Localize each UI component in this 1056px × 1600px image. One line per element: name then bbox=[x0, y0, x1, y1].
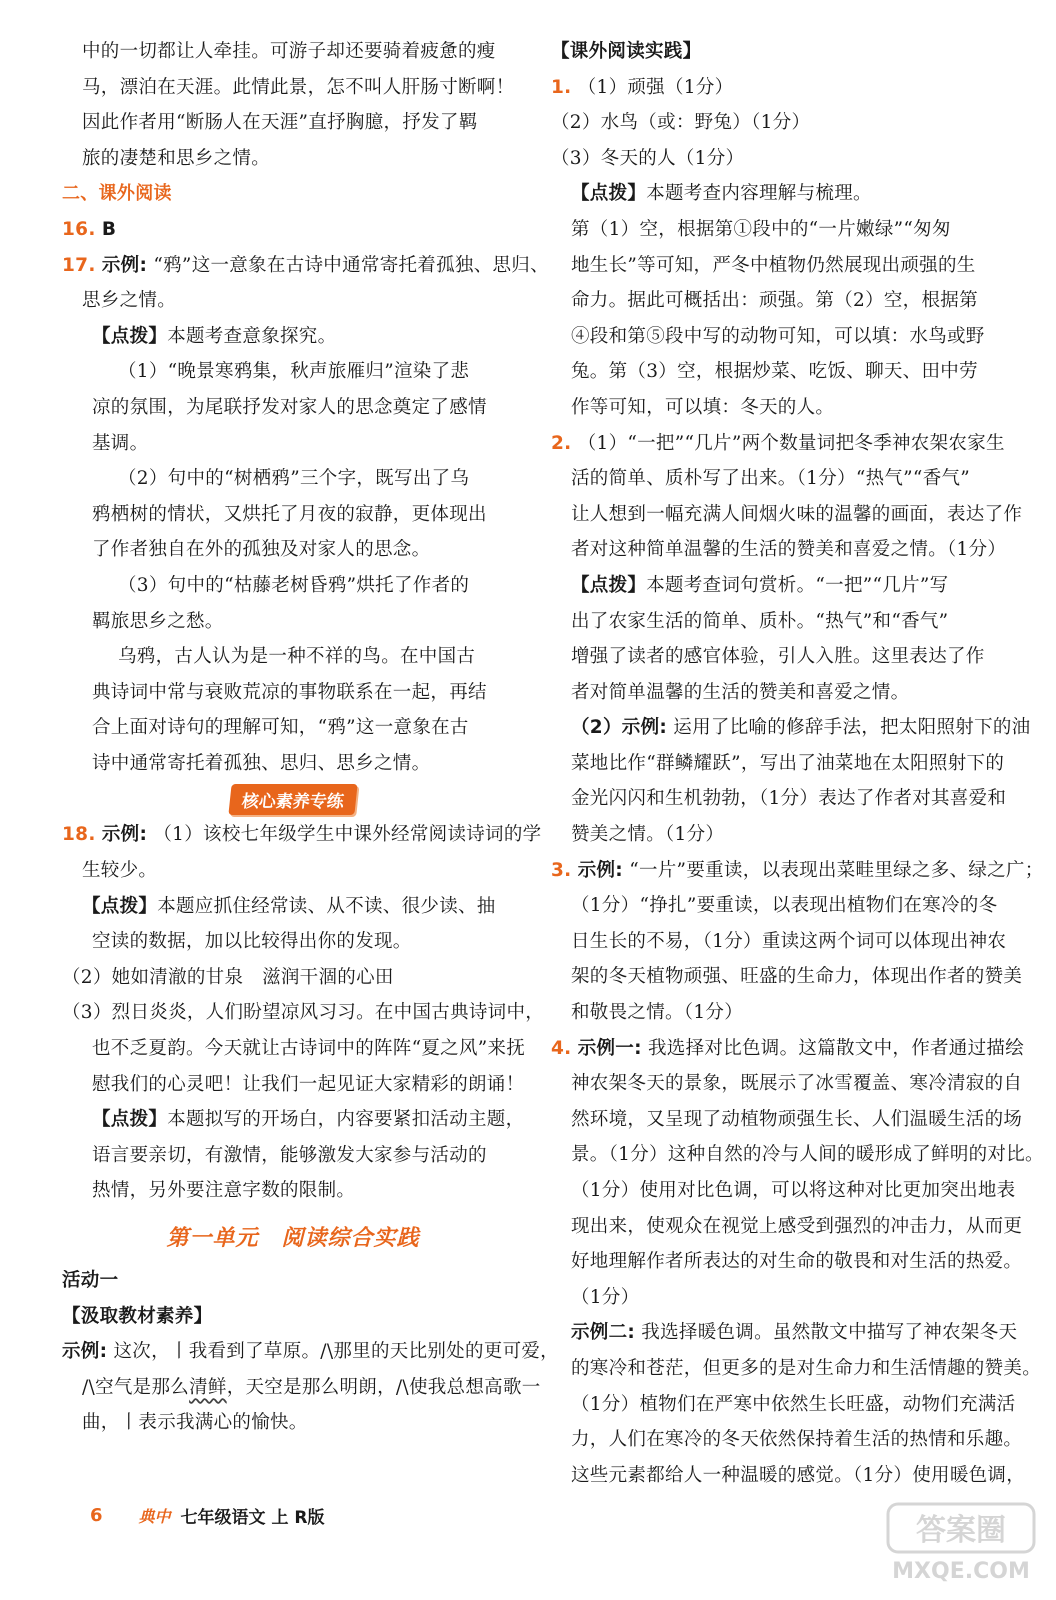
tip-label: 【点拨】 bbox=[571, 574, 647, 596]
text-line: 乌鸦，古人认为是一种不祥的鸟。在中国古 bbox=[118, 646, 476, 668]
tip-text: 本题应抓住经常读、从不读、很少读、抽 bbox=[157, 895, 496, 917]
subsection-heading: 【汲取教材素养】 bbox=[62, 1305, 213, 1327]
question-17 bbox=[62, 248, 549, 284]
page-number: 6 bbox=[90, 1504, 103, 1526]
text-line: （3）句中的“枯藤老树昏鸦”烘托了作者的 bbox=[118, 574, 470, 596]
text-line: 增强了读者的感官体验，引人入胜。这里表达了作 bbox=[571, 646, 985, 668]
example-label: 示例: bbox=[101, 824, 148, 846]
example-text: 我选择暖色调。虽然散文中描写了神农架冬天 bbox=[641, 1322, 1018, 1344]
text-line: 因此作者用“断肠人在天涯”直抒胸臆，抒发了羁 bbox=[82, 112, 478, 134]
watermark-bottom: MXQE.COM bbox=[892, 1559, 1030, 1584]
text-line: 了作者独自在外的孤独及对家人的思念。 bbox=[92, 539, 431, 561]
example-line bbox=[62, 1334, 559, 1370]
text-line: 热情，另外要注意字数的限制。 bbox=[92, 1180, 356, 1202]
page-footer bbox=[90, 1498, 324, 1532]
text-line: 菜地比作“群鳞耀跃”，写出了油菜地在太阳照射下的 bbox=[571, 752, 1005, 774]
question-1 bbox=[551, 70, 1013, 106]
text-line: （2）她如清澈的甘泉 滋润干涸的心田 bbox=[62, 966, 394, 988]
text-line: 语言要亲切，有激情，能够激发大家参与活动的 bbox=[92, 1144, 487, 1166]
text-line: 活的简单、质朴写了出来。（1分）“热气”“香气” bbox=[571, 468, 971, 490]
example-text: /\空气是那么 bbox=[82, 1376, 190, 1398]
tip-line bbox=[62, 1102, 524, 1138]
answer: B bbox=[101, 218, 117, 240]
answer-text: 我选择对比色调。这篇散文中，作者通过描绘 bbox=[648, 1037, 1025, 1059]
text-line: （2）水鸟（或：野兔）（1分） bbox=[551, 112, 811, 134]
unit-title: 第一单元 阅读综合实践 bbox=[166, 1225, 420, 1251]
example-text: 运用了比喻的修辞手法，把太阳照射下的油 bbox=[673, 717, 1031, 739]
question-number: 2. bbox=[551, 432, 572, 454]
text-line: 生较少。 bbox=[82, 860, 158, 882]
example-line bbox=[551, 1315, 1018, 1351]
text-line: 典诗词中常与衰败荒凉的事物联系在一起，再结 bbox=[92, 681, 487, 703]
tip-label: 【点拨】 bbox=[82, 895, 158, 917]
text-line: 命力。据此可概括出：顽强。第（2）空，根据第 bbox=[571, 290, 978, 312]
text-line: 思乡之情。 bbox=[82, 290, 177, 312]
watermark-logo bbox=[886, 1502, 1036, 1584]
answer-text: “鸦”这一意象在古诗中通常寄托着孤独、思归、 bbox=[153, 254, 549, 276]
example-label: 示例二: bbox=[571, 1322, 636, 1344]
text-line: 兔。第（3）空，根据炒菜、吃饭、聊天、田中劳 bbox=[571, 361, 978, 383]
text-line: 神农架冬天的景象，既展示了冰雪覆盖、寒冷清寂的自 bbox=[571, 1073, 1023, 1095]
text-line: 者对这种简单温馨的生活的赞美和喜爱之情。（1分） bbox=[571, 539, 1007, 561]
example-text: 这次，丨我看到了草原。/\那里的天比别处的更可爱， bbox=[113, 1341, 559, 1363]
example-label: 示例一: bbox=[577, 1037, 642, 1059]
tip-text: 本题考查词句赏析。“一把”“几片”写 bbox=[646, 574, 949, 596]
text-line: 基调。 bbox=[92, 432, 149, 454]
text-line: 空读的数据，加以比较得出你的发现。 bbox=[92, 931, 412, 953]
answer-text: “一片”要重读，以表现出菜畦里绿之多、绿之广； bbox=[629, 859, 1044, 881]
question-number: 3. bbox=[551, 859, 572, 881]
text-line: （1分）植物们在严寒中依然生长旺盛，动物们充满活 bbox=[571, 1393, 1016, 1415]
text-line: 赞美之情。（1分） bbox=[571, 824, 725, 846]
text-line: （3）冬天的人（1分） bbox=[551, 147, 745, 169]
text-line: 然环境，又呈现了动植物顽强生长、人们温暖生活的场 bbox=[571, 1108, 1023, 1130]
text-line: 凉的氛围，为尾联抒发对家人的思念奠定了感情 bbox=[92, 396, 487, 418]
example-line: 曲，丨表示我满心的愉快。 bbox=[82, 1412, 308, 1434]
answer-text: （1）顽强（1分） bbox=[577, 76, 734, 98]
text-line: 和敬畏之情。（1分） bbox=[571, 1002, 744, 1024]
text-line: 旅的凄楚和思乡之情。 bbox=[82, 147, 271, 169]
core-practice-banner bbox=[62, 781, 524, 817]
question-4 bbox=[551, 1031, 1025, 1067]
watermark-top: 答案圈 bbox=[916, 1513, 1006, 1548]
text-line: （1）“晚景寒鸦集，秋声旅雁归”渲染了悲 bbox=[118, 361, 470, 383]
text-line: 好地理解作者所表达的对生命的敬畏和对生活的热爱。 bbox=[571, 1251, 1023, 1273]
question-number: 4. bbox=[551, 1037, 572, 1059]
section-heading-reading: 二、课外阅读 bbox=[62, 183, 172, 205]
question-number: 17. bbox=[62, 254, 96, 276]
example-line bbox=[62, 1370, 541, 1406]
text-line: 架的冬天植物顽强、旺盛的生命力，体现出作者的赞美 bbox=[571, 966, 1023, 988]
subsection-heading: 【课外阅读实践】 bbox=[551, 41, 702, 62]
text-line: 慰我们的心灵吧！让我们一起见证大家精彩的朗诵！ bbox=[92, 1073, 525, 1095]
text-line: 者对简单温馨的生活的赞美和喜爱之情。 bbox=[571, 681, 910, 703]
text-line: ④段和第⑤段中写的动物可知，可以填：水鸟或野 bbox=[571, 325, 985, 347]
tip-label: 【点拨】 bbox=[571, 183, 647, 205]
text-line: 也不乏夏韵。今天就让古诗词中的阵阵“夏之风”来抚 bbox=[92, 1038, 526, 1060]
tip-line bbox=[62, 319, 524, 355]
example-label: 示例: bbox=[577, 859, 624, 881]
text-line: 第（1）空，根据第①段中的“一片嫩绿”“匆匆 bbox=[571, 218, 951, 240]
text-line: 出了农家生活的简单、质朴。“热气”和“香气” bbox=[571, 610, 949, 632]
right-column bbox=[551, 34, 1044, 1493]
tip-text: 本题考查内容理解与梳理。 bbox=[646, 183, 872, 205]
text-line: 马，漂泊在天涯。此情此景，怎不叫人肝肠寸断啊！ bbox=[82, 76, 515, 98]
answer-text: （1）该校七年级学生中课外经常阅读诗词的学 bbox=[153, 824, 542, 846]
brand-logo: 典中 bbox=[138, 1506, 171, 1526]
text-line: 这些元素都给人一种温暖的感觉。（1分）使用暖色调， bbox=[571, 1464, 1026, 1486]
example-label: （2）示例: bbox=[571, 717, 668, 739]
banner-label: 核心素养专练 bbox=[228, 784, 357, 815]
question-number: 1. bbox=[551, 76, 572, 98]
text-line: 力，人们在寒冷的冬天依然保持着生活的热情和乐趣。 bbox=[571, 1429, 1023, 1451]
marked-word: 清鲜 bbox=[189, 1376, 227, 1398]
example-label: 示例: bbox=[62, 1341, 108, 1363]
text-line: 中的一切都让人牵挂。可游子却还要骑着疲惫的瘦 bbox=[82, 41, 496, 62]
example-text: ，天空是那么明朗，/\使我总想高歌一 bbox=[226, 1376, 541, 1398]
activity-heading: 活动一 bbox=[62, 1270, 119, 1291]
question-number: 18. bbox=[62, 824, 96, 846]
text-line: 现出来，使观众在视觉上感受到强烈的冲击力，从而更 bbox=[571, 1215, 1023, 1237]
book-title: 七年级语文 上 R版 bbox=[180, 1507, 325, 1528]
text-line: 地生长”等可知，严冬中植物仍然展现出顽强的生 bbox=[571, 254, 976, 276]
question-2 bbox=[551, 426, 1013, 462]
question-number: 16. bbox=[62, 218, 96, 240]
tip-label: 【点拨】 bbox=[92, 325, 168, 347]
text-line: 让人想到一幅充满人间烟火味的温馨的画面，表达了作 bbox=[571, 503, 1023, 525]
question-16 bbox=[62, 212, 524, 248]
text-line: （1分）“挣扎”要重读，以表现出植物们在寒冷的冬 bbox=[571, 895, 998, 917]
tip-label: 【点拨】 bbox=[92, 1109, 168, 1131]
question-18 bbox=[62, 817, 542, 853]
answer-text: （1）“一把”“几片”两个数量词把冬季神农架农家生 bbox=[577, 432, 1005, 454]
tip-line bbox=[62, 889, 524, 925]
text-line: 诗中通常寄托着孤独、思归、思乡之情。 bbox=[92, 752, 431, 774]
tip-line bbox=[551, 176, 1013, 212]
text-line: （3）烈日炎炎，人们盼望凉风习习。在中国古典诗词中， bbox=[62, 1002, 545, 1024]
question-3 bbox=[551, 853, 1044, 889]
text-line: 金光闪闪和生机勃勃，（1分）表达了作者对其喜爱和 bbox=[571, 788, 1007, 810]
text-line: 作等可知，可以填：冬天的人。 bbox=[571, 396, 835, 418]
example-line bbox=[551, 710, 1031, 746]
tip-text: 本题考查意象探究。 bbox=[167, 325, 337, 347]
left-column bbox=[62, 34, 559, 1441]
tip-text: 本题拟写的开场白，内容要紧扣活动主题， bbox=[167, 1109, 525, 1131]
text-line: 景。（1分）这种自然的冷与人间的暖形成了鲜明的对比。 bbox=[571, 1144, 1044, 1166]
text-line: 日生长的不易，（1分）重读这两个词可以体现出神农 bbox=[571, 930, 1007, 952]
text-line: （1分） bbox=[571, 1286, 640, 1308]
text-line: （1分）使用对比色调，可以将这种对比更加突出地表 bbox=[571, 1180, 1016, 1201]
text-line: 鸦栖树的情状，又烘托了月夜的寂静，更体现出 bbox=[92, 503, 487, 525]
text-line: （2）句中的“树栖鸦”三个字，既写出了乌 bbox=[118, 468, 470, 490]
text-line: 的寒冷和苍茫，但更多的是对生命力和生活情趣的赞美。 bbox=[571, 1357, 1042, 1379]
text-line: 合上面对诗句的理解可知，“鸦”这一意象在古 bbox=[92, 717, 469, 739]
tip-line bbox=[551, 568, 1013, 604]
example-label: 示例: bbox=[101, 254, 148, 276]
text-line: 羁旅思乡之愁。 bbox=[92, 610, 224, 632]
